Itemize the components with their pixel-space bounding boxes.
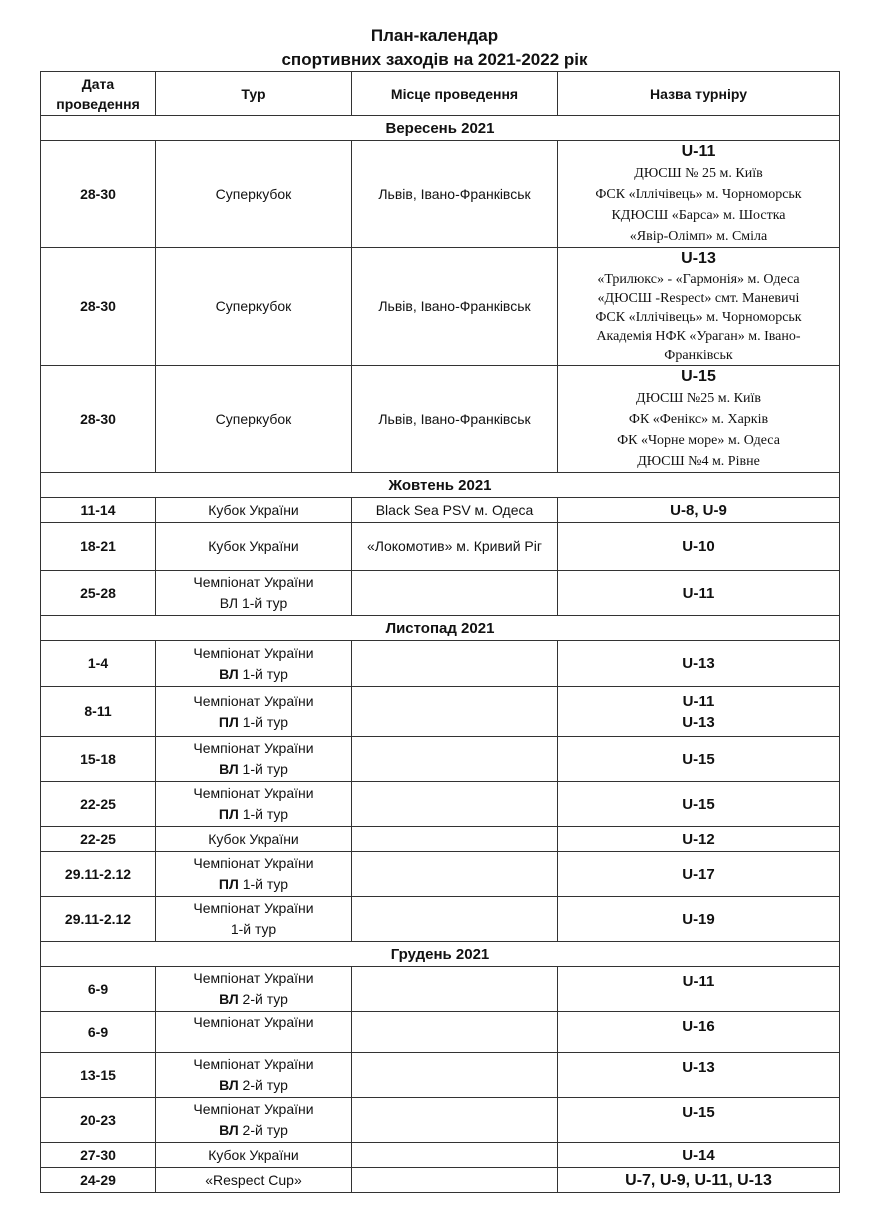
table-row [41, 737, 840, 782]
date-cell: 6-9 [41, 1012, 156, 1053]
tour-cell [156, 897, 352, 942]
tour-cell: «Respect Cup» [156, 1168, 352, 1193]
date-cell: 28-30 [41, 248, 156, 366]
table-row [41, 498, 840, 523]
tour-line: Чемпіонат України [193, 1056, 314, 1072]
team-name: ДЮСШ №25 м. Київ [636, 391, 761, 406]
place-cell: Львів, Івано-Франківськ [352, 366, 558, 473]
page-subtitle: спортивних заходів на 2021-2022 рік [281, 50, 588, 69]
team-name: ДЮСШ № 25 м. Київ [634, 166, 763, 181]
league-label: ВЛ [219, 1077, 239, 1093]
place-cell [352, 782, 558, 827]
column-header-name: Назва турніру [558, 72, 840, 116]
category-label: U-13 [682, 713, 715, 731]
place-cell [352, 1053, 558, 1098]
name-cell: U-15 [558, 782, 840, 827]
tour-cell: Кубок України [156, 827, 352, 852]
name-cell: U-16 [558, 1012, 840, 1053]
table-row [41, 141, 840, 248]
place-cell [352, 687, 558, 737]
tour-cell: Суперкубок [156, 141, 352, 248]
team-name: «ДЮСШ -Respect» смт. Маневичі [597, 291, 800, 306]
tour-line: Чемпіонат України [193, 692, 314, 709]
date-cell: 6-9 [41, 967, 156, 1012]
category-label: U-11 [682, 692, 715, 710]
league-label: ПЛ [218, 713, 239, 730]
tour-line: Чемпіонат України [193, 574, 314, 590]
place-cell [352, 1143, 558, 1168]
table-row [41, 1012, 840, 1053]
month-label: Вересень 2021 [41, 116, 840, 141]
date-cell: 29.11-2.12 [41, 897, 156, 942]
round-label: 1-й тур [238, 665, 288, 682]
place-cell: Львів, Івано-Франківськ [352, 248, 558, 366]
table-row [41, 366, 840, 473]
table-row [41, 641, 840, 687]
column-header-tour: Тур [156, 72, 352, 116]
league-label: ВЛ [219, 991, 239, 1007]
league-label: ВЛ [219, 761, 239, 777]
team-name: «Явір-Олімп» м. Сміла [629, 229, 768, 244]
tour-line [160, 712, 347, 733]
table-row [41, 782, 840, 827]
date-cell: 24-29 [41, 1168, 156, 1193]
date-cell: 1-4 [41, 641, 156, 687]
team-name: ФК «Чорне море» м. Одеса [617, 433, 780, 448]
name-cell: U-15 [558, 1098, 840, 1143]
place-cell [352, 1098, 558, 1143]
date-cell: 28-30 [41, 366, 156, 473]
tour-line: ВЛ 1-й тур [219, 595, 288, 611]
place-cell [352, 737, 558, 782]
tour-cell [156, 1053, 352, 1098]
column-header-date: Дата проведення [41, 72, 156, 116]
month-label: Жовтень 2021 [41, 473, 840, 498]
round-label: 1-й тур [238, 713, 289, 730]
name-cell: U-13 [558, 641, 840, 687]
place-cell [352, 1012, 558, 1053]
tour-line [160, 989, 347, 1010]
tour-line: Чемпіонат України [193, 970, 314, 986]
name-cell: U-15 [558, 737, 840, 782]
table-row [41, 852, 840, 897]
table-row [41, 897, 840, 942]
date-cell: 8-11 [41, 687, 156, 737]
team-name: КДЮСШ «Барса» м. Шостка [611, 208, 786, 223]
table-row [41, 1098, 840, 1143]
month-row [41, 616, 840, 641]
name-cell: U-7, U-9, U-11, U-13 [558, 1168, 840, 1193]
league-label: ПЛ [218, 876, 239, 892]
tour-cell [156, 782, 352, 827]
tour-cell [156, 967, 352, 1012]
month-row [41, 116, 840, 141]
date-cell: 20-23 [41, 1098, 156, 1143]
round-label: 2-й тур [238, 1077, 288, 1093]
category-label: U-13 [681, 250, 716, 267]
place-cell [352, 1168, 558, 1193]
month-label: Грудень 2021 [41, 942, 840, 967]
month-label: Листопад 2021 [41, 616, 840, 641]
name-cell: U-11 [558, 571, 840, 616]
category-label: U-15 [681, 368, 716, 385]
table-row [41, 827, 840, 852]
team-name: ФСК «Іллічівець» м. Чорноморськ [595, 310, 802, 325]
name-cell [558, 141, 840, 248]
tour-cell [156, 641, 352, 687]
place-cell: Львів, Івано-Франківськ [352, 141, 558, 248]
tour-line [160, 1075, 347, 1096]
tour-line: Чемпіонат України [193, 1101, 314, 1117]
tour-cell: Кубок України [156, 523, 352, 571]
tour-line [160, 1120, 347, 1141]
date-cell: 29.11-2.12 [41, 852, 156, 897]
place-cell [352, 967, 558, 1012]
category-label: U-11 [681, 143, 716, 160]
column-header-place: Місце проведення [352, 72, 558, 116]
tour-line [160, 874, 347, 895]
name-cell: U-11 [558, 967, 840, 1012]
round-label: 1-й тур [238, 806, 289, 822]
name-cell: U-14 [558, 1143, 840, 1168]
tour-cell: Кубок України [156, 498, 352, 523]
date-cell: 15-18 [41, 737, 156, 782]
round-label: 2-й тур [238, 1122, 288, 1138]
tour-line [160, 759, 347, 780]
name-cell: U-17 [558, 852, 840, 897]
tour-cell: Кубок України [156, 1143, 352, 1168]
place-cell [352, 897, 558, 942]
tour-line: Чемпіонат України [193, 644, 314, 661]
tour-cell: Суперкубок [156, 366, 352, 473]
tour-cell [156, 1098, 352, 1143]
tour-line: 1-й тур [230, 921, 277, 937]
date-cell: 22-25 [41, 782, 156, 827]
tour-cell [156, 852, 352, 897]
month-row [41, 942, 840, 967]
date-cell: 25-28 [41, 571, 156, 616]
place-cell: Black Sea PSV м. Одеса [352, 498, 558, 523]
name-cell: U-13 [558, 1053, 840, 1098]
tour-cell [156, 687, 352, 737]
tour-cell: Чемпіонат України [156, 1012, 352, 1053]
table-row [41, 571, 840, 616]
league-label: ПЛ [218, 806, 239, 822]
round-label: 1-й тур [238, 761, 288, 777]
table-row [41, 248, 840, 366]
tour-line: Чемпіонат України [193, 785, 314, 801]
calendar-table [40, 71, 840, 1193]
date-cell: 28-30 [41, 141, 156, 248]
tour-line: Чемпіонат України [193, 740, 314, 756]
tour-cell [156, 571, 352, 616]
round-label: 2-й тур [238, 991, 288, 1007]
league-label: ВЛ [219, 1122, 239, 1138]
name-cell: U-19 [558, 897, 840, 942]
date-cell: 11-14 [41, 498, 156, 523]
name-cell: U-12 [558, 827, 840, 852]
table-row [41, 687, 840, 737]
table-row [41, 1143, 840, 1168]
table-row [41, 523, 840, 571]
name-cell: U-8, U-9 [558, 498, 840, 523]
header-row [41, 72, 840, 116]
tour-line: Чемпіонат України [193, 900, 314, 916]
round-label: 1-й тур [238, 876, 289, 892]
date-cell: 27-30 [41, 1143, 156, 1168]
name-cell: U-10 [558, 523, 840, 571]
place-cell [352, 852, 558, 897]
tour-cell [156, 737, 352, 782]
place-cell [352, 827, 558, 852]
date-cell: 18-21 [41, 523, 156, 571]
team-name: Академія НФК «Ураган» м. Івано- [596, 329, 801, 344]
date-cell: 13-15 [41, 1053, 156, 1098]
table-row [41, 1053, 840, 1098]
tour-line [160, 804, 347, 825]
name-cell [558, 248, 840, 366]
tour-line: Чемпіонат України [193, 855, 314, 871]
name-cell [558, 366, 840, 473]
table-row [41, 967, 840, 1012]
name-cell [558, 687, 840, 737]
team-name: ФСК «Іллічівець» м. Чорноморськ [595, 187, 802, 202]
tour-cell: Суперкубок [156, 248, 352, 366]
team-name: ДЮСШ №4 м. Рівне [637, 454, 760, 469]
date-cell: 22-25 [41, 827, 156, 852]
tour-line [160, 664, 347, 685]
table-row [41, 1168, 840, 1193]
page-title: План-календар [370, 26, 499, 45]
team-name: Франківськ [664, 348, 733, 363]
team-name: «Трилюкс» - «Гармонія» м. Одеса [597, 272, 800, 287]
place-cell: «Локомотив» м. Кривий Ріг [352, 523, 558, 571]
place-cell [352, 571, 558, 616]
place-cell [352, 641, 558, 687]
league-label: ВЛ [219, 665, 239, 682]
team-name: ФК «Фенікс» м. Харків [628, 412, 769, 427]
month-row [41, 473, 840, 498]
